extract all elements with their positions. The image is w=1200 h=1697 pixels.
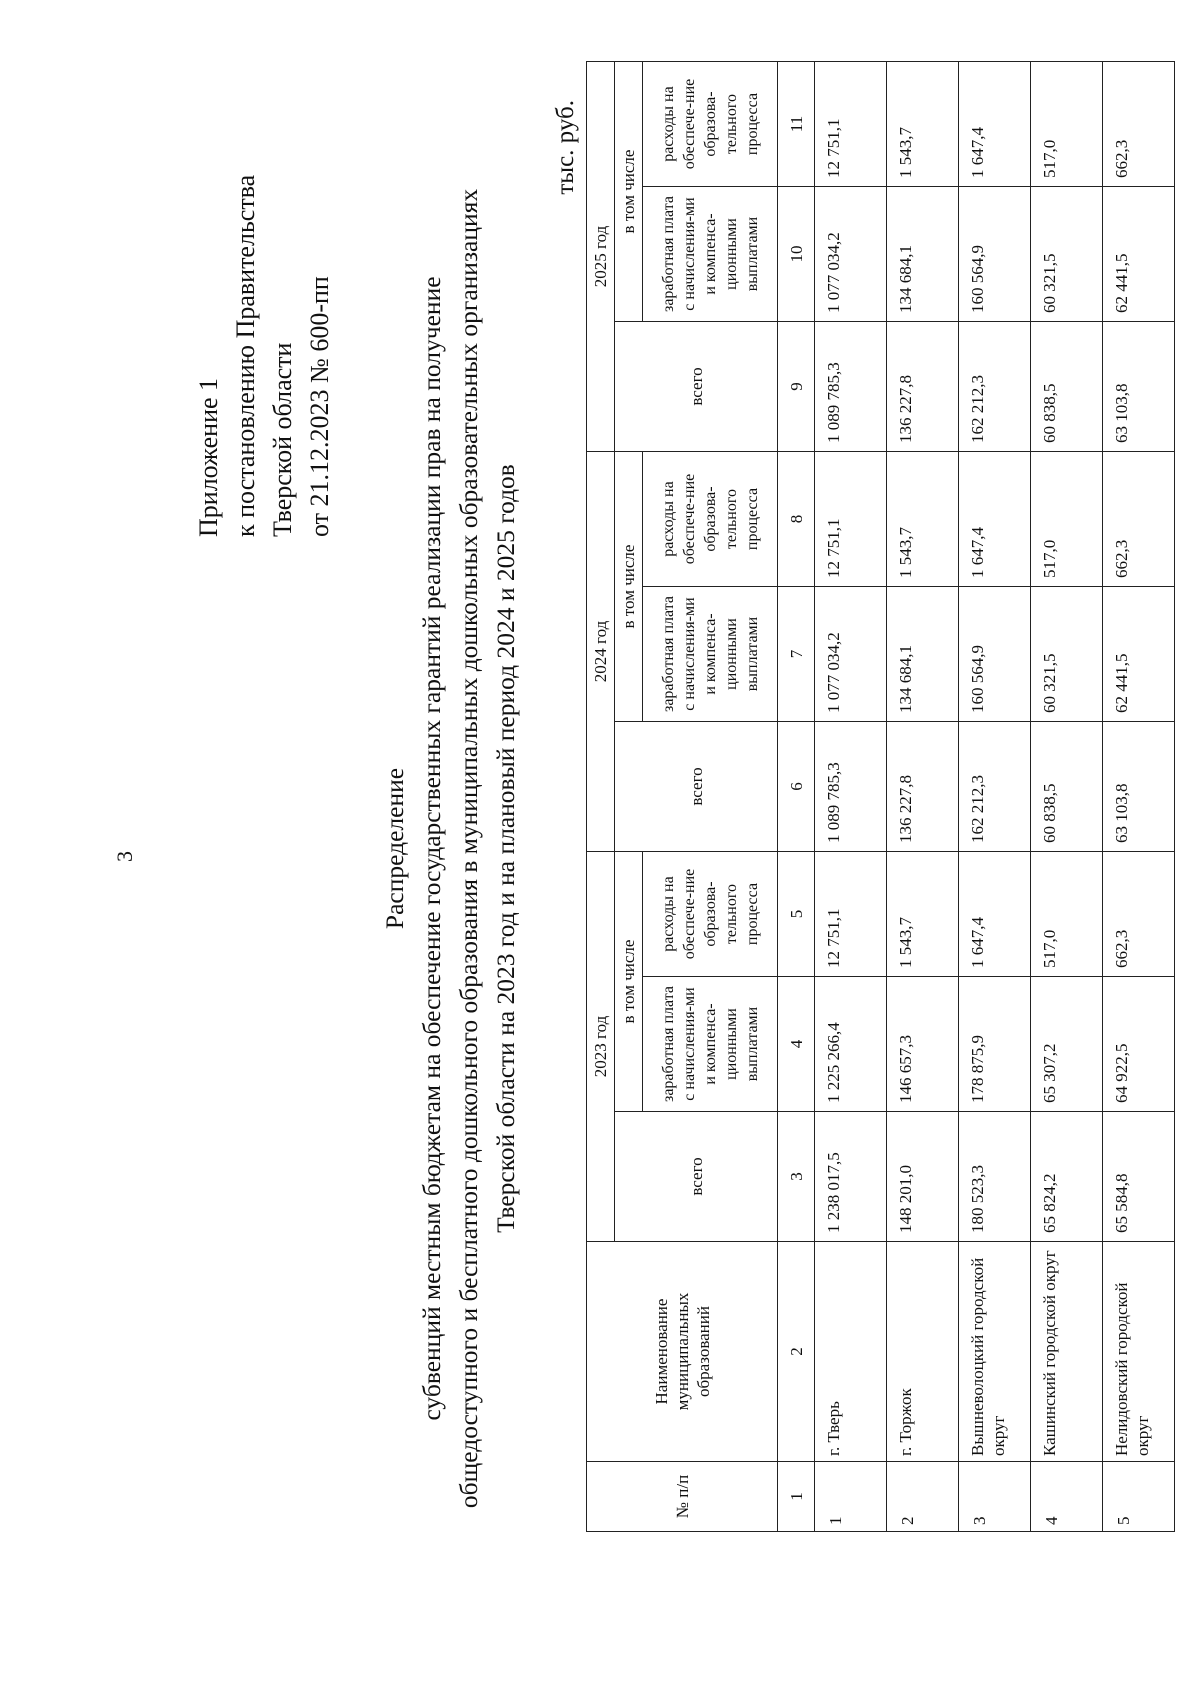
row-num: 2 [887,1462,959,1532]
cell-expenses-2023: 12 751,1 [815,852,887,977]
cell-salary-2023: 178 875,9 [959,977,1031,1112]
header-expenses: расходы на обеспече-ние образова-тельного процесса [643,852,778,977]
header-num: № п/п [587,1462,778,1532]
cell-expenses-2023: 1 543,7 [887,852,959,977]
cell-salary-2024: 60 321,5 [1031,587,1103,722]
cell-expenses-2025: 662,3 [1103,62,1175,187]
column-number: 6 [778,722,815,852]
cell-salary-2024: 160 564,9 [959,587,1031,722]
header-incl: в том числе [615,452,643,722]
column-number: 7 [778,587,815,722]
header-salary: заработная плата с начисления-ми и компенса-ционными выплатами [643,187,778,322]
appendix-line: Приложение 1 [194,377,223,537]
header-total: всего [615,322,778,452]
cell-total-2025: 162 212,3 [959,322,1031,452]
column-number: 10 [778,187,815,322]
column-number: 5 [778,852,815,977]
column-number: 1 [778,1462,815,1532]
cell-total-2025: 136 227,8 [887,322,959,452]
cell-salary-2025: 160 564,9 [959,187,1031,322]
document-title [376,0,524,1697]
cell-salary-2023: 65 307,2 [1031,977,1103,1112]
appendix-block [190,175,338,537]
title-line: субвенций местным бюджетам на обеспечение государственных гарантий реализации прав на получение [417,276,446,1421]
cell-expenses-2023: 662,3 [1103,852,1175,977]
cell-salary-2025: 1 077 034,2 [815,187,887,322]
cell-total-2023: 65 824,2 [1031,1112,1103,1242]
row-name: г. Тверь [815,1242,887,1462]
row-num: 5 [1103,1462,1175,1532]
cell-total-2023: 65 584,8 [1103,1112,1175,1242]
cell-expenses-2025: 1 647,4 [959,62,1031,187]
table-row [815,62,887,1532]
appendix-line: к постановлению Правительства [231,174,260,537]
cell-expenses-2024: 1 647,4 [959,452,1031,587]
table-row [887,62,959,1532]
table-row [1031,62,1103,1532]
column-number: 11 [778,62,815,187]
title-line: Распределение [380,767,409,930]
cell-expenses-2023: 517,0 [1031,852,1103,977]
cell-total-2025: 1 089 785,3 [815,322,887,452]
cell-total-2024: 63 103,8 [1103,722,1175,852]
cell-salary-2024: 62 441,5 [1103,587,1175,722]
header-incl: в том числе [615,62,643,322]
cell-salary-2023: 146 657,3 [887,977,959,1112]
header-expenses: расходы на обеспече-ние образова-тельного процесса [643,452,778,587]
cell-total-2025: 63 103,8 [1103,322,1175,452]
units-label: тыс. руб. [552,100,579,195]
column-number: 3 [778,1112,815,1242]
cell-salary-2024: 134 684,1 [887,587,959,722]
page-number: 3 [112,851,137,862]
row-num: 1 [815,1462,887,1532]
cell-expenses-2024: 12 751,1 [815,452,887,587]
row-num: 3 [959,1462,1031,1532]
cell-expenses-2025: 517,0 [1031,62,1103,187]
cell-total-2024: 60 838,5 [1031,722,1103,852]
column-number: 2 [778,1242,815,1462]
cell-salary-2025: 134 684,1 [887,187,959,322]
cell-expenses-2025: 12 751,1 [815,62,887,187]
cell-expenses-2024: 1 543,7 [887,452,959,587]
cell-expenses-2024: 662,3 [1103,452,1175,587]
cell-salary-2024: 1 077 034,2 [815,587,887,722]
table-row [1103,62,1175,1532]
row-name: Нелидовский городской округ [1103,1242,1175,1462]
column-number-row [778,62,815,1532]
appendix-line: Тверской области [268,342,297,537]
header-year-2023: 2023 год [587,852,615,1242]
column-number: 9 [778,322,815,452]
cell-total-2023: 180 523,3 [959,1112,1031,1242]
cell-expenses-2024: 517,0 [1031,452,1103,587]
cell-total-2024: 1 089 785,3 [815,722,887,852]
row-name: г. Торжок [887,1242,959,1462]
cell-salary-2025: 60 321,5 [1031,187,1103,322]
header-salary: заработная плата с начисления-ми и компенса-ционными выплатами [643,977,778,1112]
header-expenses: расходы на обеспече-ние образова-тельного процесса [643,62,778,187]
header-year-2025: 2025 год [587,62,615,452]
cell-salary-2023: 1 225 266,4 [815,977,887,1112]
column-number: 4 [778,977,815,1112]
column-number: 8 [778,452,815,587]
header-incl: в том числе [615,852,643,1112]
row-name: Вышневолоцкий городской округ [959,1242,1031,1462]
header-name: Наименование муниципальных образований [587,1242,778,1462]
cell-expenses-2025: 1 543,7 [887,62,959,187]
cell-salary-2025: 62 441,5 [1103,187,1175,322]
cell-total-2024: 136 227,8 [887,722,959,852]
header-salary: заработная плата с начисления-ми и компенса-ционными выплатами [643,587,778,722]
title-line: общедоступного и бесплатного дошкольного образования в муниципальных дошкольных образовательных организациях [454,188,483,1509]
row-name: Кашинский городской округ [1031,1242,1103,1462]
table-row [959,62,1031,1532]
header-total: всего [615,722,778,852]
cell-salary-2023: 64 922,5 [1103,977,1175,1112]
distribution-table [586,61,1175,1532]
header-total: всего [615,1112,778,1242]
cell-total-2025: 60 838,5 [1031,322,1103,452]
cell-total-2023: 148 201,0 [887,1112,959,1242]
header-year-2024: 2024 год [587,452,615,852]
appendix-line: от 21.12.2023 № 600-пп [305,276,334,537]
title-line: Тверской области на 2023 год и на плановый период 2024 и 2025 годов [491,464,520,1233]
cell-total-2024: 162 212,3 [959,722,1031,852]
row-num: 4 [1031,1462,1103,1532]
cell-total-2023: 1 238 017,5 [815,1112,887,1242]
cell-expenses-2023: 1 647,4 [959,852,1031,977]
